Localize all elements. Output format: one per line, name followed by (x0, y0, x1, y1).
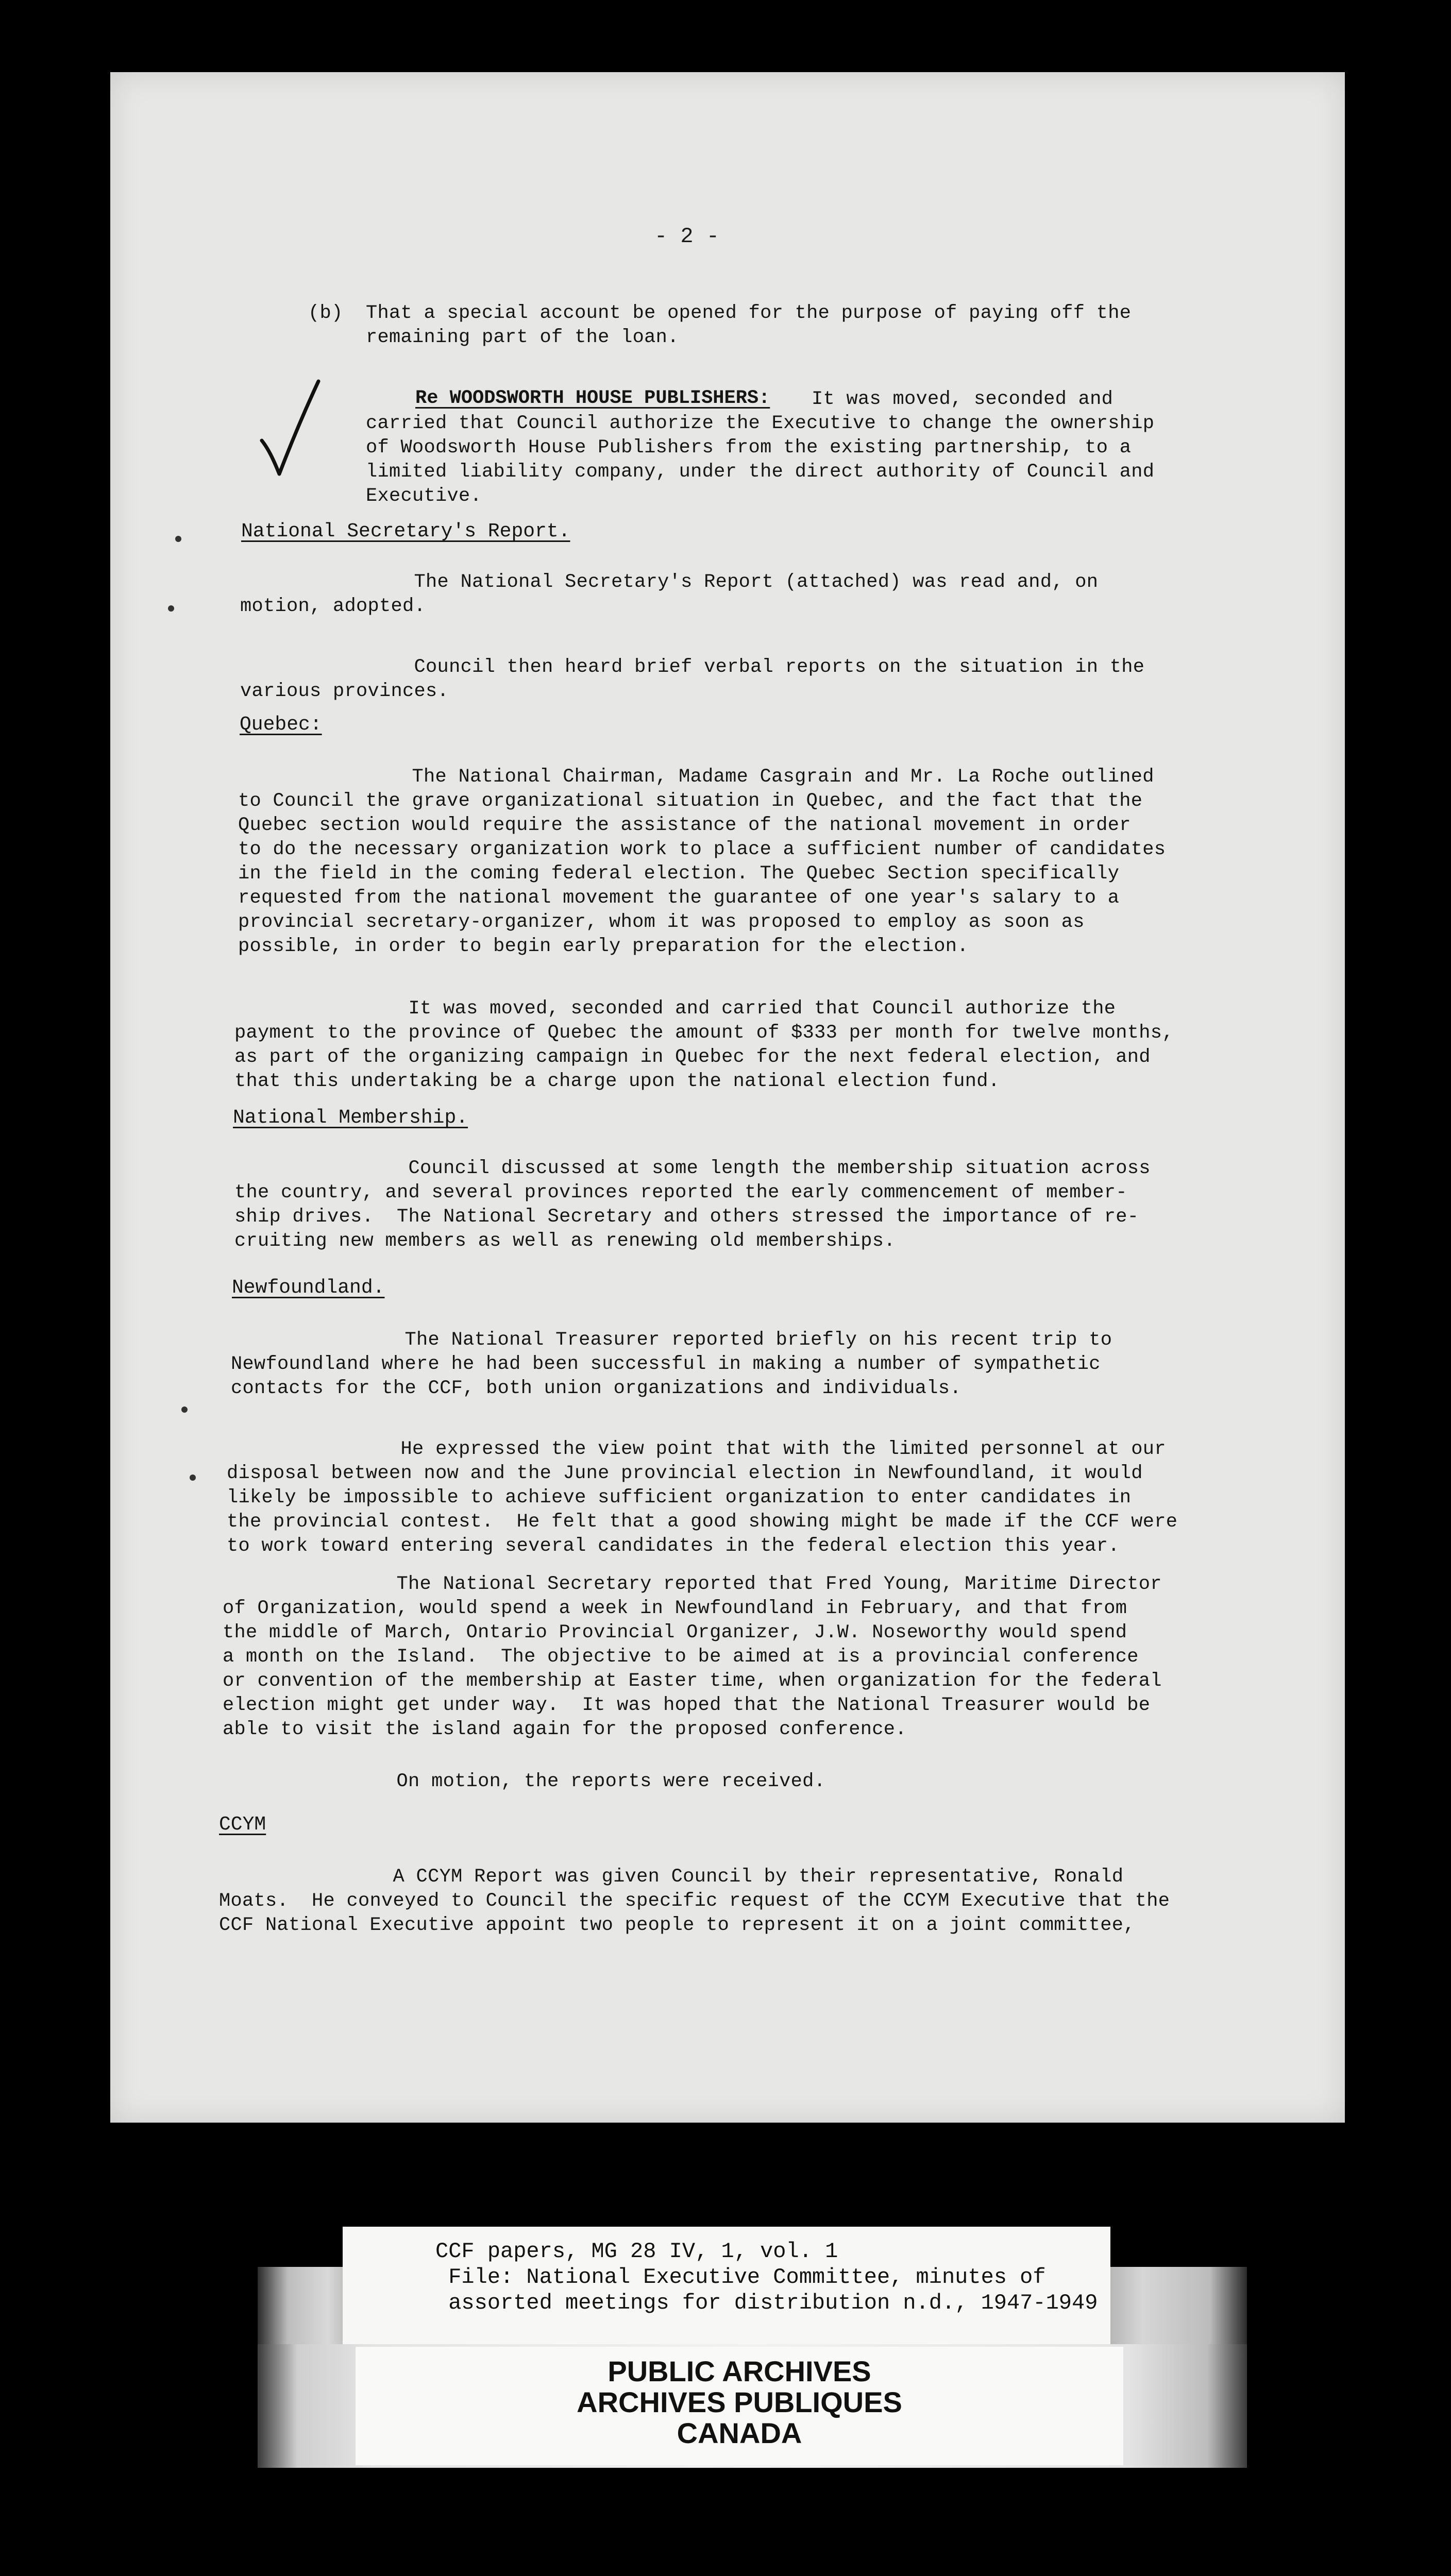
national-secretary-heading: National Secretary's Report. (241, 520, 570, 543)
margin-mark (181, 1406, 188, 1413)
woodsworth-first-line: It was moved, seconded and (788, 388, 1113, 410)
newfoundland-para-2: He expressed the view point that with the limited personnel at our disposal between now and the June provincial election in Newfoundland, it would likely be impossible to achieve sufficient organization to enter candidates in the provincial contest. He felt that a good showing might be made if the CCF were to work toward entering several candidates in the federal election this year. (227, 1438, 1178, 1557)
item-b-marker: (b) (308, 302, 343, 324)
item-b-text: That a special account be opened for the purpose of paying off the remaining part of the loan. (366, 302, 1132, 348)
newfoundland-heading: Newfoundland. (232, 1277, 385, 1299)
archive-stamp-line-3: CANADA (677, 2417, 802, 2449)
woodsworth-text: carried that Council authorize the Executive to change the ownership of Woodsworth House Publishers from the existing partnership, to a limited liability company, under the direct authority of Council and Executive. (366, 413, 1155, 507)
margin-mark (168, 605, 174, 612)
archive-stamp-line-2: ARCHIVES PUBLIQUES (577, 2386, 902, 2418)
margin-mark (175, 536, 181, 542)
national-membership-para-1: Council discussed at some length the membership situation across the country, and several provinces reported the early commencement of member- ship drives. The National Secretary and others stressed the importance of re- cruiting new members as well as renewing old memberships. (234, 1158, 1151, 1252)
woodsworth-heading: Re WOODSWORTH HOUSE PUBLISHERS: (415, 387, 770, 409)
newfoundland-para-1: The National Treasurer reported briefly on his recent trip to Newfoundland where he had been successful in making a number of sympathetic contacts for the CCF, both union organizations and individuals. (231, 1329, 1112, 1399)
quebec-heading: Quebec: (240, 714, 322, 736)
archive-label-text: CCF papers, MG 28 IV, 1, vol. 1 File: National Executive Committee, minutes of assorted meetings for distribution n.d., 1947-1949 (435, 2239, 1098, 2315)
quebec-para-1: The National Chairman, Madame Casgrain and Mr. La Roche outlined to Council the grave organizational situation in Quebec, and the fact that the Quebec section would require the assistance of the national movement in order to do the necessary organization work to place a sufficient number of candidates in the field in the coming federal election. The Quebec Section specifically requested from the national movement the guarantee of one year's salary to a provincial secretary-organizer, whom it was proposed to employ as soon as possible, in order to begin early preparation for the election. (238, 766, 1166, 957)
archive-stamp-line-1: PUBLIC ARCHIVES (608, 2355, 871, 2387)
page-number: - 2 - (654, 224, 720, 249)
ccym-para-1: A CCYM Report was given Council by their representative, Ronald Moats. He conveyed to Council the specific request of the CCYM Executive that the CCF National Executive appoint two people to represent it on a joint committee, (219, 1866, 1170, 1936)
national-secretary-para-2: Council then heard brief verbal reports on the situation in the various provinces. (240, 656, 1145, 702)
checkmark-icon (252, 376, 330, 479)
newfoundland-para-3: The National Secretary reported that Fred Young, Maritime Director of Organization, would spend a week in Newfoundland in February, and that from the middle of March, Ontario Provincial Organizer, J.W. Noseworthy would spend a month on the Island. The objective to be aimed at is a provincial conference or convention of the membership at Easter time, when organization for the federal election might get under way. It was hoped that the National Treasurer would be able to visit the island again for the proposed conference. (223, 1573, 1162, 1740)
margin-mark (190, 1475, 196, 1481)
national-membership-heading: National Membership. (233, 1107, 468, 1129)
newfoundland-para-4: On motion, the reports were received. (223, 1771, 826, 1792)
national-secretary-para-1: The National Secretary's Report (attached) was read and, on motion, adopted. (240, 571, 1099, 617)
quebec-para-2: It was moved, seconded and carried that Council authorize the payment to the province of Quebec the amount of $333 per month for twelve months, as part of the organizing campaign in Quebec for the next federal election, and that this undertaking be a charge upon the national election fund. (234, 998, 1174, 1092)
ccym-heading: CCYM (219, 1814, 266, 1836)
